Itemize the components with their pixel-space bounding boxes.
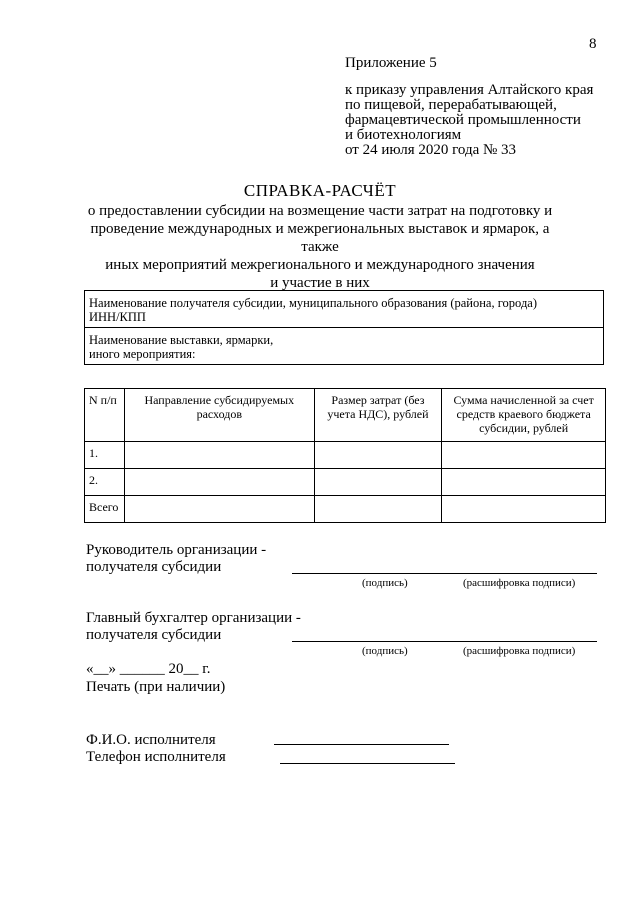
appendix-line: по пищевой, перерабатывающей, — [345, 97, 557, 113]
document-subtitle — [80, 202, 560, 292]
direction-cell[interactable] — [124, 442, 314, 469]
column-header-subsidy: Сумма начисленной за счет средств краевого бюджета субсидии, рублей — [442, 389, 606, 442]
total-direction-cell[interactable] — [124, 496, 314, 523]
column-header-costs: Размер затрат (без учета НДС), рублей — [314, 389, 442, 442]
head-signature-line[interactable] — [292, 573, 597, 574]
row-number-cell: 1. — [85, 442, 125, 469]
table-header-row — [85, 389, 606, 442]
head-signature-label — [86, 542, 266, 576]
table-row — [85, 442, 606, 469]
appendix-block — [345, 56, 593, 158]
calculation-table — [84, 388, 606, 523]
subtitle-line: проведение международных и межрегиональных выставок и ярмарок, а также — [90, 221, 550, 255]
event-cell[interactable] — [85, 328, 604, 365]
costs-cell[interactable] — [314, 469, 442, 496]
head-label-line1: Руководитель организации - — [86, 542, 267, 558]
total-costs-cell[interactable] — [314, 496, 442, 523]
appendix-title: Приложение 5 — [345, 55, 437, 71]
subtitle-line: и участие в них — [270, 275, 370, 291]
accountant-signature-label — [86, 610, 301, 644]
head-label-line2: получателя субсидии — [86, 559, 222, 575]
appendix-line: от 24 июля 2020 года № 33 — [345, 142, 517, 158]
stamp-label: Печать (при наличии) — [86, 679, 226, 695]
total-label-cell: Всего — [85, 496, 125, 523]
appendix-line: фармацевтической промышленности — [345, 112, 581, 128]
head-signature-caption: (подпись) — [362, 577, 408, 589]
executor-name-label: Ф.И.О. исполнителя — [86, 732, 216, 748]
subtitle-line: о предоставлении субсидии на возмещение части затрат на подготовку и — [87, 203, 553, 219]
recipient-label: Наименование получателя субсидии, муниципального образования (района, города) — [89, 296, 538, 310]
column-header-number: N п/п — [85, 389, 125, 442]
subsidy-cell[interactable] — [442, 469, 606, 496]
accountant-label-line1: Главный бухгалтер организации - — [86, 610, 301, 626]
event-label-cont: иного мероприятия: — [89, 347, 196, 361]
row-number-cell: 2. — [85, 469, 125, 496]
total-subsidy-cell[interactable] — [442, 496, 606, 523]
subtitle-line: иных мероприятий межрегионального и международного значения — [105, 257, 535, 273]
event-label: Наименование выставки, ярмарки, — [89, 333, 274, 347]
table-row — [85, 469, 606, 496]
recipient-info-table — [84, 290, 604, 365]
appendix-line: к приказу управления Алтайского края — [345, 82, 594, 98]
appendix-line: и биотехнологиям — [345, 127, 462, 143]
date-field[interactable]: «__» ______ 20__ г. — [86, 661, 211, 677]
accountant-signature-line[interactable] — [292, 641, 597, 642]
column-header-direction: Направление субсидируемых расходов — [124, 389, 314, 442]
page-number: 8 — [589, 36, 597, 52]
direction-cell[interactable] — [124, 469, 314, 496]
head-decode-caption: (расшифровка подписи) — [463, 577, 576, 589]
accountant-signature-caption: (подпись) — [362, 645, 408, 657]
executor-phone-label: Телефон исполнителя — [86, 749, 226, 765]
executor-phone-line[interactable] — [280, 763, 455, 764]
costs-cell[interactable] — [314, 442, 442, 469]
accountant-label-line2: получателя субсидии — [86, 627, 222, 643]
inn-kpp-label: ИНН/КПП — [89, 310, 146, 324]
document-title: СПРАВКА-РАСЧЁТ — [243, 181, 397, 200]
executor-name-line[interactable] — [274, 744, 449, 745]
recipient-cell[interactable] — [85, 291, 604, 328]
subsidy-cell[interactable] — [442, 442, 606, 469]
table-total-row — [85, 496, 606, 523]
accountant-decode-caption: (расшифровка подписи) — [463, 645, 576, 657]
